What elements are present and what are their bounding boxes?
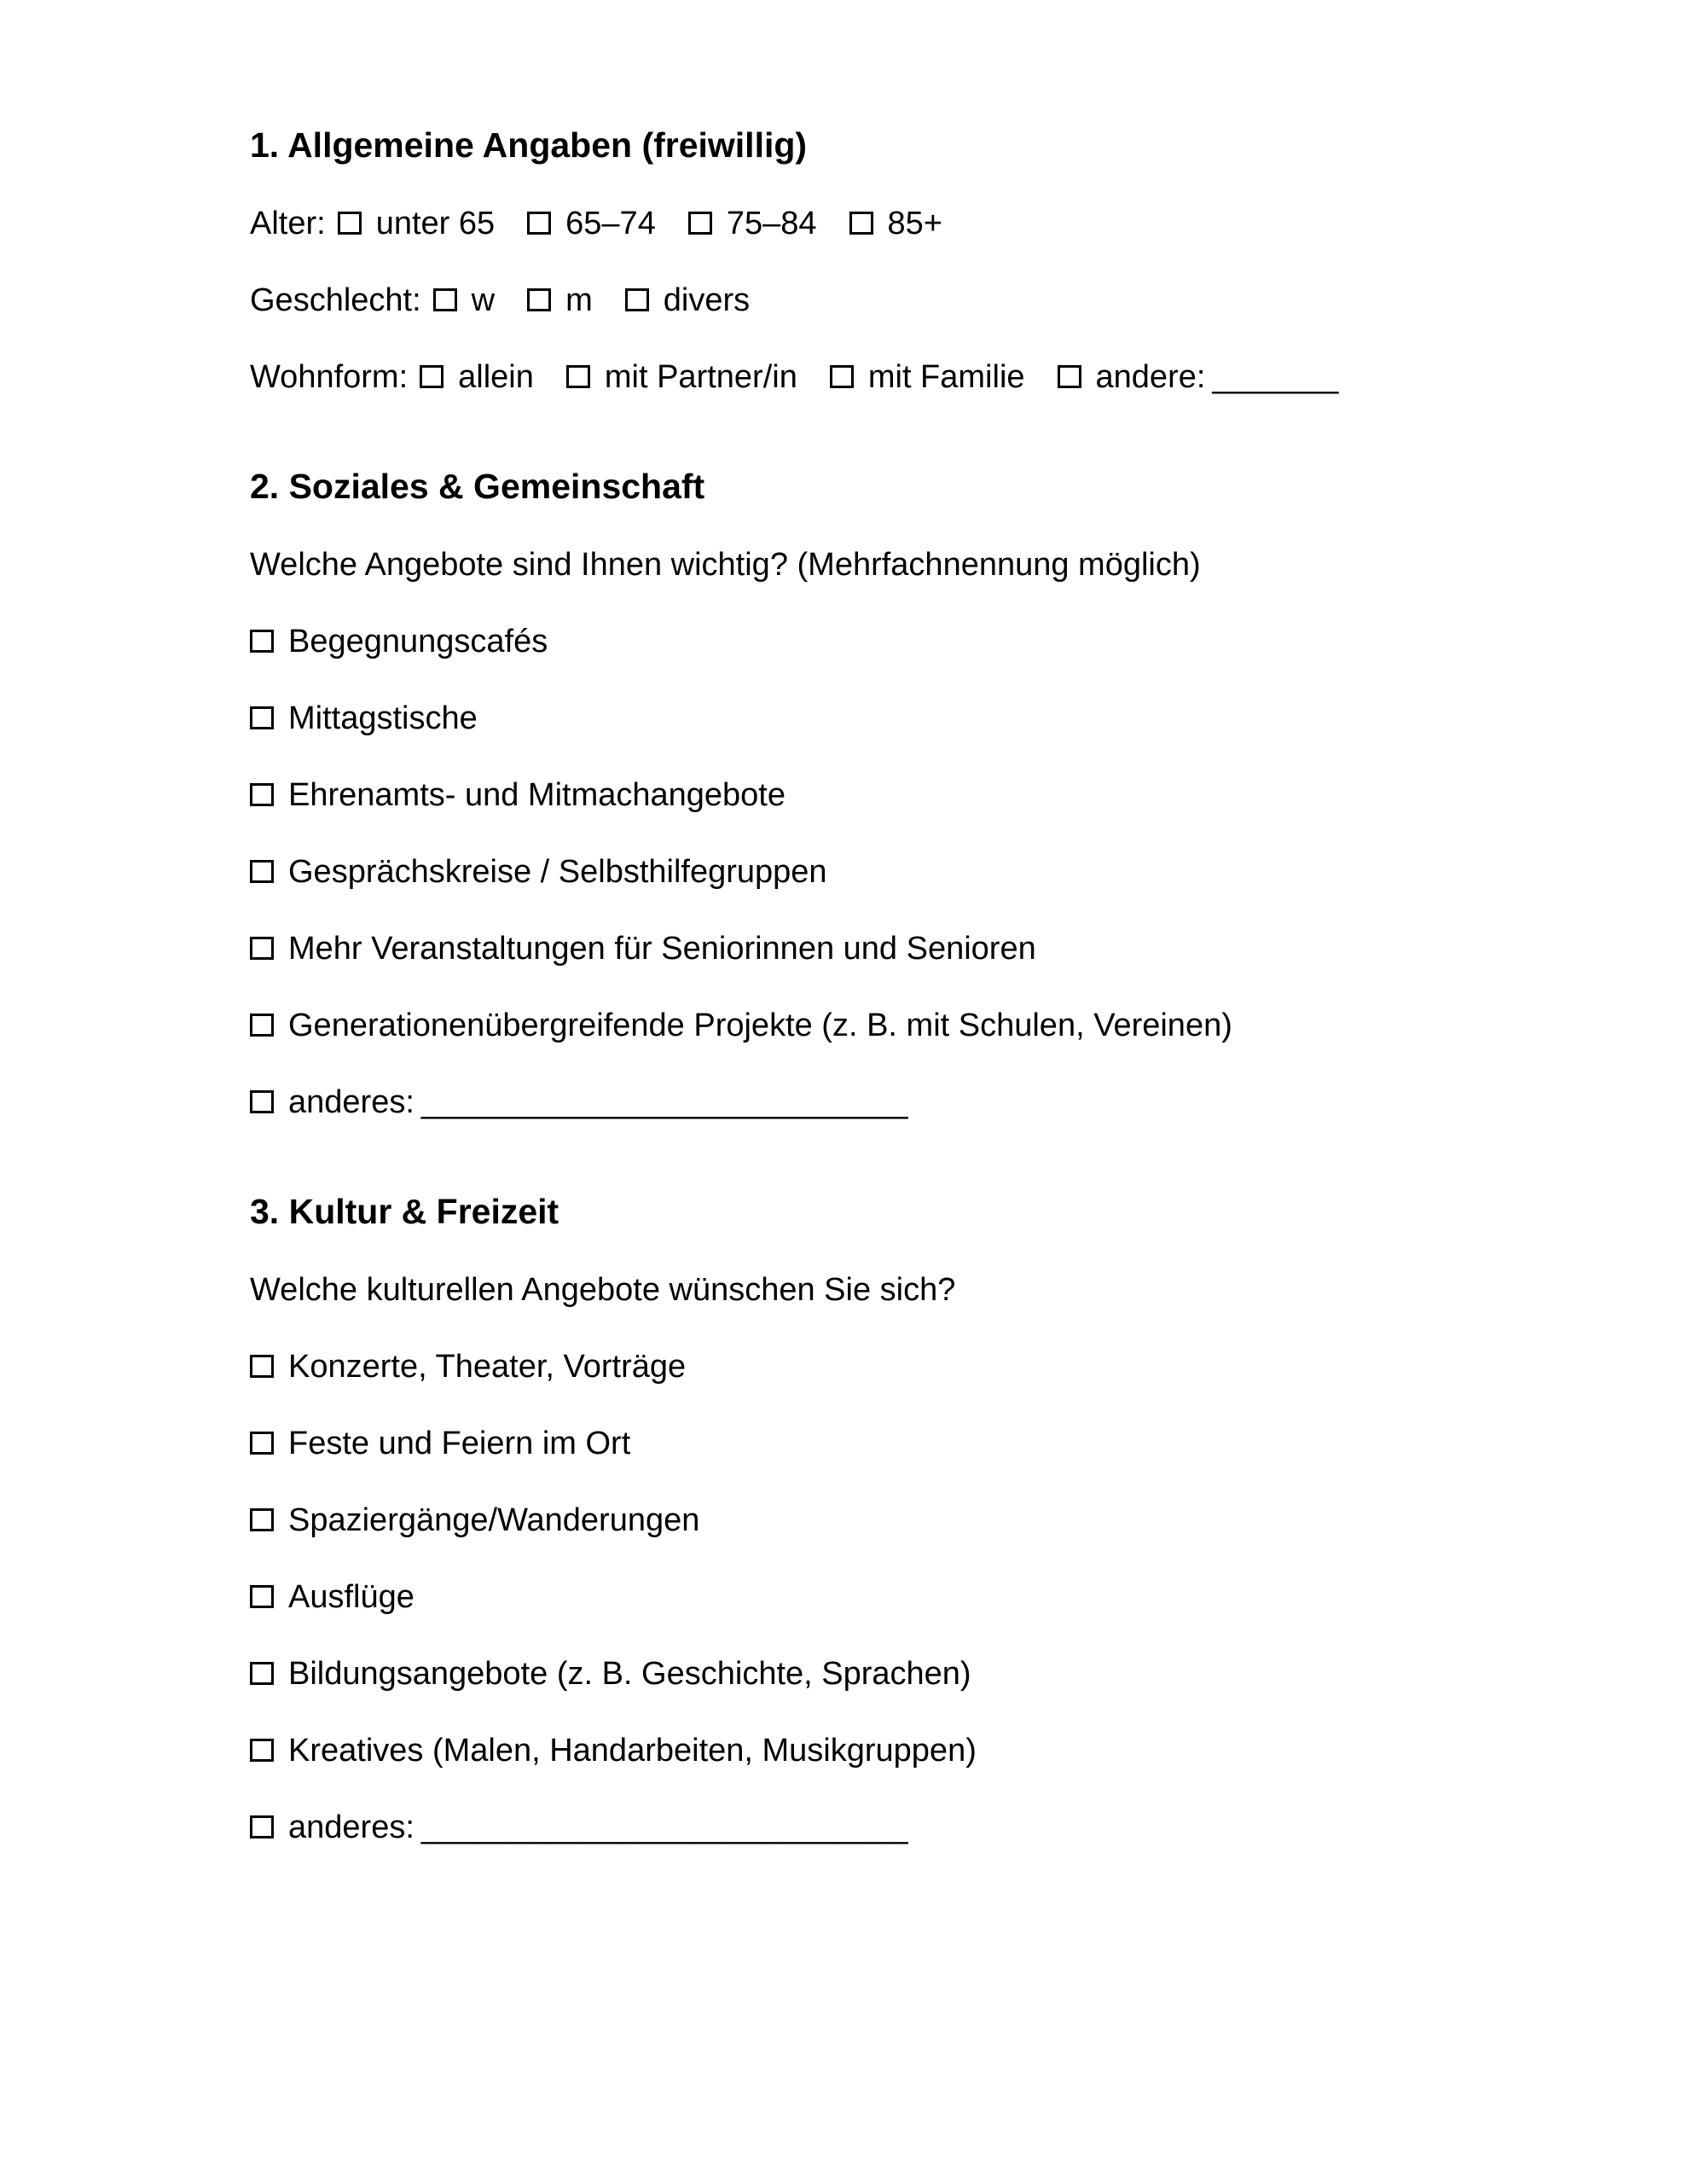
age-option-85-plus <box>849 206 942 241</box>
item-label: anderes: <box>288 1809 415 1845</box>
blank-line[interactable]: ___________________________ <box>420 1084 908 1120</box>
option-label: 85+ <box>887 206 942 241</box>
section-2-heading: 2. Soziales & Gemeinschaft <box>250 467 705 506</box>
checkbox[interactable] <box>1058 365 1081 388</box>
checkbox[interactable] <box>250 1508 274 1531</box>
section-2-question: Welche Angebote sind Ihnen wichtig? (Mehrfachnennung möglich) <box>250 547 1201 583</box>
checkbox[interactable] <box>688 212 712 235</box>
item-label: Bildungsangebote (z. B. Geschichte, Sprachen) <box>288 1656 971 1692</box>
item-label: Gesprächskreise / Selbsthilfegruppen <box>288 854 827 890</box>
item-label: Spaziergänge/Wanderungen <box>288 1502 700 1538</box>
item-label: anderes: <box>288 1084 415 1120</box>
item-label: Ausflüge <box>288 1579 415 1615</box>
checkbox[interactable] <box>849 212 873 235</box>
item-label: Kreatives (Malen, Handarbeiten, Musikgruppen) <box>288 1733 977 1769</box>
checkbox[interactable] <box>250 1815 274 1838</box>
checkbox[interactable] <box>250 1585 274 1608</box>
checklist-item-ausfluege <box>250 1577 1533 1618</box>
item-label: Begegnungscafés <box>288 624 548 659</box>
living-situation-row <box>250 357 1533 398</box>
checklist-item-feste <box>250 1423 1533 1464</box>
option-label: mit Partner/in <box>604 359 797 395</box>
age-label: Alter: <box>250 206 326 241</box>
checklist-item-gespraechskreise <box>250 851 1533 892</box>
gender-option-divers <box>625 282 750 318</box>
checkbox[interactable] <box>250 937 274 960</box>
age-option-75-84 <box>688 206 817 241</box>
option-label: allein <box>458 359 534 395</box>
checkbox[interactable] <box>250 1662 274 1685</box>
checkbox[interactable] <box>433 288 457 311</box>
living-situation-label: Wohnform: <box>250 359 409 395</box>
checklist-item-konzerte <box>250 1346 1533 1387</box>
section-3-heading: 3. Kultur & Freizeit <box>250 1192 559 1231</box>
checklist-item-anderes-kultur <box>250 1807 1533 1848</box>
checkbox[interactable] <box>420 365 443 388</box>
option-label: divers <box>663 282 751 318</box>
checkbox[interactable] <box>250 1432 274 1455</box>
checkbox[interactable] <box>625 288 649 311</box>
item-label: Feste und Feiern im Ort <box>288 1426 631 1461</box>
checkbox[interactable] <box>830 365 854 388</box>
checkbox[interactable] <box>527 288 551 311</box>
checklist-item-bildungsangebote <box>250 1653 1533 1694</box>
item-label: Konzerte, Theater, Vorträge <box>288 1349 687 1385</box>
living-option-partner <box>566 359 797 395</box>
option-label: andere: <box>1095 359 1206 395</box>
living-option-other <box>1058 359 1206 395</box>
checkbox[interactable] <box>566 365 590 388</box>
item-label: Mittagstische <box>288 700 478 736</box>
section-3-question: Welche kulturellen Angebote wünschen Sie sich? <box>250 1272 956 1308</box>
checkbox[interactable] <box>250 1355 274 1378</box>
gender-label: Geschlecht: <box>250 282 421 318</box>
age-option-under-65 <box>338 206 495 241</box>
age-option-65-74 <box>527 206 656 241</box>
checkbox[interactable] <box>250 783 274 806</box>
section-1-heading: 1. Allgemeine Angaben (freiwillig) <box>250 125 808 165</box>
gender-option-m <box>527 282 593 318</box>
option-label: mit Familie <box>867 359 1025 395</box>
item-label: Ehrenamts- und Mitmachangebote <box>288 777 786 813</box>
checkbox[interactable] <box>250 1014 274 1037</box>
checklist-item-ehrenamt <box>250 775 1533 816</box>
checklist-item-kreatives <box>250 1730 1533 1771</box>
checkbox[interactable] <box>527 212 551 235</box>
option-label: 65–74 <box>565 206 656 241</box>
checkbox[interactable] <box>250 630 274 653</box>
checkbox[interactable] <box>250 1090 274 1113</box>
checklist-item-generationenprojekte <box>250 1005 1533 1046</box>
checklist-item-anderes-soziales <box>250 1082 1533 1123</box>
gender-row <box>250 280 1533 321</box>
blank-line[interactable]: _______ <box>1212 359 1339 395</box>
option-label: 75–84 <box>726 206 817 241</box>
checklist-item-spaziergaenge <box>250 1500 1533 1541</box>
checkbox[interactable] <box>250 706 274 729</box>
living-option-family <box>830 359 1025 395</box>
checklist-item-veranstaltungen <box>250 928 1533 969</box>
item-label: Generationenübergreifende Projekte (z. B. mit Schulen, Vereinen) <box>288 1008 1232 1043</box>
checkbox[interactable] <box>338 212 362 235</box>
age-row <box>250 203 1533 244</box>
blank-line[interactable]: ___________________________ <box>420 1809 908 1845</box>
checkbox[interactable] <box>250 860 274 883</box>
checklist-item-mittagstische <box>250 698 1533 739</box>
gender-option-w <box>433 282 495 318</box>
checkbox[interactable] <box>250 1739 274 1762</box>
living-option-alone <box>420 359 534 395</box>
option-label: w <box>471 282 496 318</box>
item-label: Mehr Veranstaltungen für Seniorinnen und Senioren <box>288 931 1036 967</box>
checklist-item-begegnungscafes <box>250 621 1533 662</box>
option-label: m <box>565 282 593 318</box>
option-label: unter 65 <box>375 206 496 241</box>
